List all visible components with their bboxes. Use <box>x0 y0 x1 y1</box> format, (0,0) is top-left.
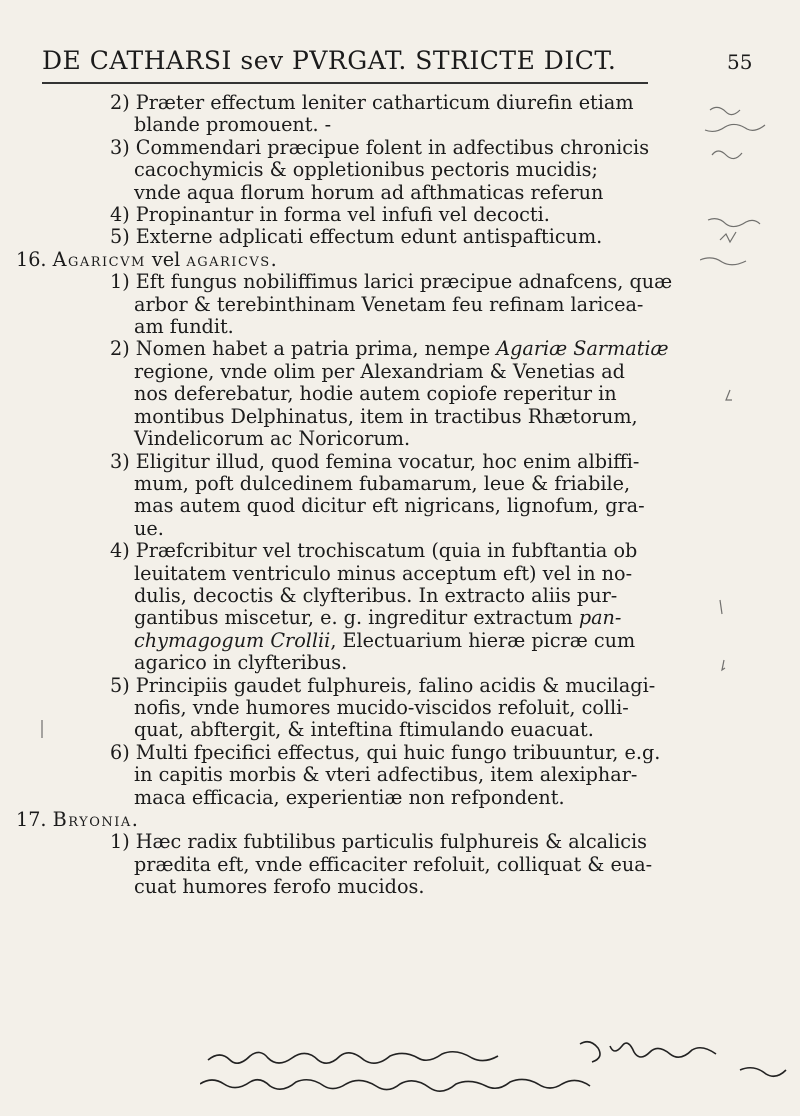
line-text: 2) Nomen habet a patria prima, nempe <box>110 337 497 361</box>
page-number: 55 <box>727 50 753 74</box>
text-line <box>110 719 720 741</box>
line-text: cuat humores ferofo mucidos. <box>134 875 425 899</box>
section-name: Agaricvm <box>52 247 146 271</box>
line-text: prædita eft, vnde efficaciter refoluit, colliquat & eua- <box>134 852 653 876</box>
line-text: 3) Commendari præcipue folent in adfectibus chronicis <box>110 135 650 159</box>
text-line <box>110 226 720 248</box>
text-line <box>110 204 720 226</box>
text-line <box>110 338 720 360</box>
line-text: in capitis morbis & vteri adfectibus, item alexiphar- <box>134 763 638 787</box>
italic-term: Agariæ Sarmatiæ <box>496 337 669 361</box>
text-line <box>110 563 720 585</box>
line-text: 4) Præfcribitur vel trochiscatum (quia in fubftantia ob <box>110 539 638 563</box>
section-name-connector: vel <box>145 247 187 271</box>
margin-marginalia-icon <box>700 100 795 800</box>
margin-tick-icon <box>38 720 46 738</box>
line-text: , Electuarium hieræ picræ cum <box>330 628 636 652</box>
running-header <box>42 42 753 78</box>
text-line <box>110 585 720 607</box>
line-text: am fundit. <box>134 315 234 339</box>
italic-term: pan- <box>578 606 622 630</box>
line-text: mum, poft dulcedinem fubamarum, leue & friabile, <box>134 471 631 495</box>
line-text: gantibus miscetur, e. g. ingreditur extractum <box>134 606 579 630</box>
section-heading <box>16 249 720 271</box>
text-line <box>110 540 720 562</box>
text-line <box>110 316 720 338</box>
line-text: montibus Delphinatus, item in tractibus Rhætorum, <box>134 404 638 428</box>
line-text: quat, abftergit, & inteftina ftimulando euacuat. <box>134 718 594 742</box>
text-line <box>110 607 720 629</box>
text-line <box>110 697 720 719</box>
line-text: maca efficacia, experientiæ non refpondent. <box>134 785 565 809</box>
line-text: 6) Multi fpecifici effectus, qui huic fungo tribuuntur, e.g. <box>110 740 661 764</box>
text-line <box>110 383 720 405</box>
line-text: cacochymicis & oppletionibus pectoris mucidis; <box>134 158 598 182</box>
line-text: leuitatem ventriculo minus acceptum eft) vel in no- <box>134 561 633 585</box>
text-line <box>110 764 720 786</box>
line-text: 1) Hæc radix fubtilibus particulis fulphureis & alcalicis <box>110 830 648 854</box>
text-line <box>110 742 720 764</box>
text-line <box>110 630 720 652</box>
section-number: 16. <box>16 247 53 271</box>
text-line <box>110 518 720 540</box>
body-text <box>16 91 720 899</box>
line-text: arbor & terebinthinam Venetam feu refinam laricea- <box>134 292 644 316</box>
text-line <box>110 406 720 428</box>
line-text: 5) Principiis gaudet fulphureis, falino acidis & mucilagi- <box>110 673 656 697</box>
line-text: nofis, vnde humores mucido-viscidos refoluit, colli- <box>134 695 629 719</box>
section-name: Bryonia. <box>52 808 140 831</box>
section-number: 17. <box>16 808 53 831</box>
handwritten-annotation-icon <box>200 1040 800 1096</box>
text-line <box>110 92 720 114</box>
line-text: 2) Præter effectum leniter catharticum diurefin etiam <box>110 91 634 114</box>
text-line <box>110 831 720 853</box>
line-text: 4) Propinantur in forma vel infufi vel decocti. <box>110 203 550 227</box>
line-text: nos deferebatur, hodie autem copiofe reperitur in <box>134 382 617 406</box>
text-line <box>110 294 720 316</box>
line-text: agarico in clyfteribus. <box>134 651 348 675</box>
running-title: DE CATHARSI sev PVRGAT. STRICTE DICT. <box>42 46 617 75</box>
text-line <box>110 428 720 450</box>
line-text: blande promouent. - <box>134 113 332 137</box>
section-heading <box>16 809 720 831</box>
line-text: vnde aqua florum horum ad afthmaticas referun <box>134 180 604 204</box>
header-rule <box>42 82 648 84</box>
text-line <box>110 159 720 181</box>
line-text: Vindelicorum ac Noricorum. <box>134 427 411 451</box>
text-line <box>110 361 720 383</box>
text-line <box>110 876 720 898</box>
text-line <box>110 114 720 136</box>
text-line <box>110 473 720 495</box>
section-name-alt: agaricvs. <box>186 247 279 271</box>
line-text: 5) Externe adplicati effectum edunt antispafticum. <box>110 225 603 249</box>
text-line <box>110 451 720 473</box>
text-line <box>110 675 720 697</box>
text-line <box>110 652 720 674</box>
text-line <box>110 271 720 293</box>
text-line <box>110 182 720 204</box>
italic-term: chymagogum Crollii <box>134 628 331 652</box>
text-line <box>110 495 720 517</box>
line-text: regione, vnde olim per Alexandriam & Venetias ad <box>134 359 625 383</box>
text-line <box>110 137 720 159</box>
text-line <box>110 854 720 876</box>
line-text: 3) Eligitur illud, quod femina vocatur, hoc enim albiffi- <box>110 449 640 473</box>
line-text: ue. <box>134 516 164 540</box>
line-text: 1) Eft fungus nobiliffimus larici præcipue adnafcens, quæ <box>110 270 673 294</box>
line-text: mas autem quod dicitur eft nigricans, lignofum, gra- <box>134 494 645 518</box>
text-line <box>110 787 720 809</box>
line-text: dulis, decoctis & clyfteribus. In extracto aliis pur- <box>134 583 618 607</box>
